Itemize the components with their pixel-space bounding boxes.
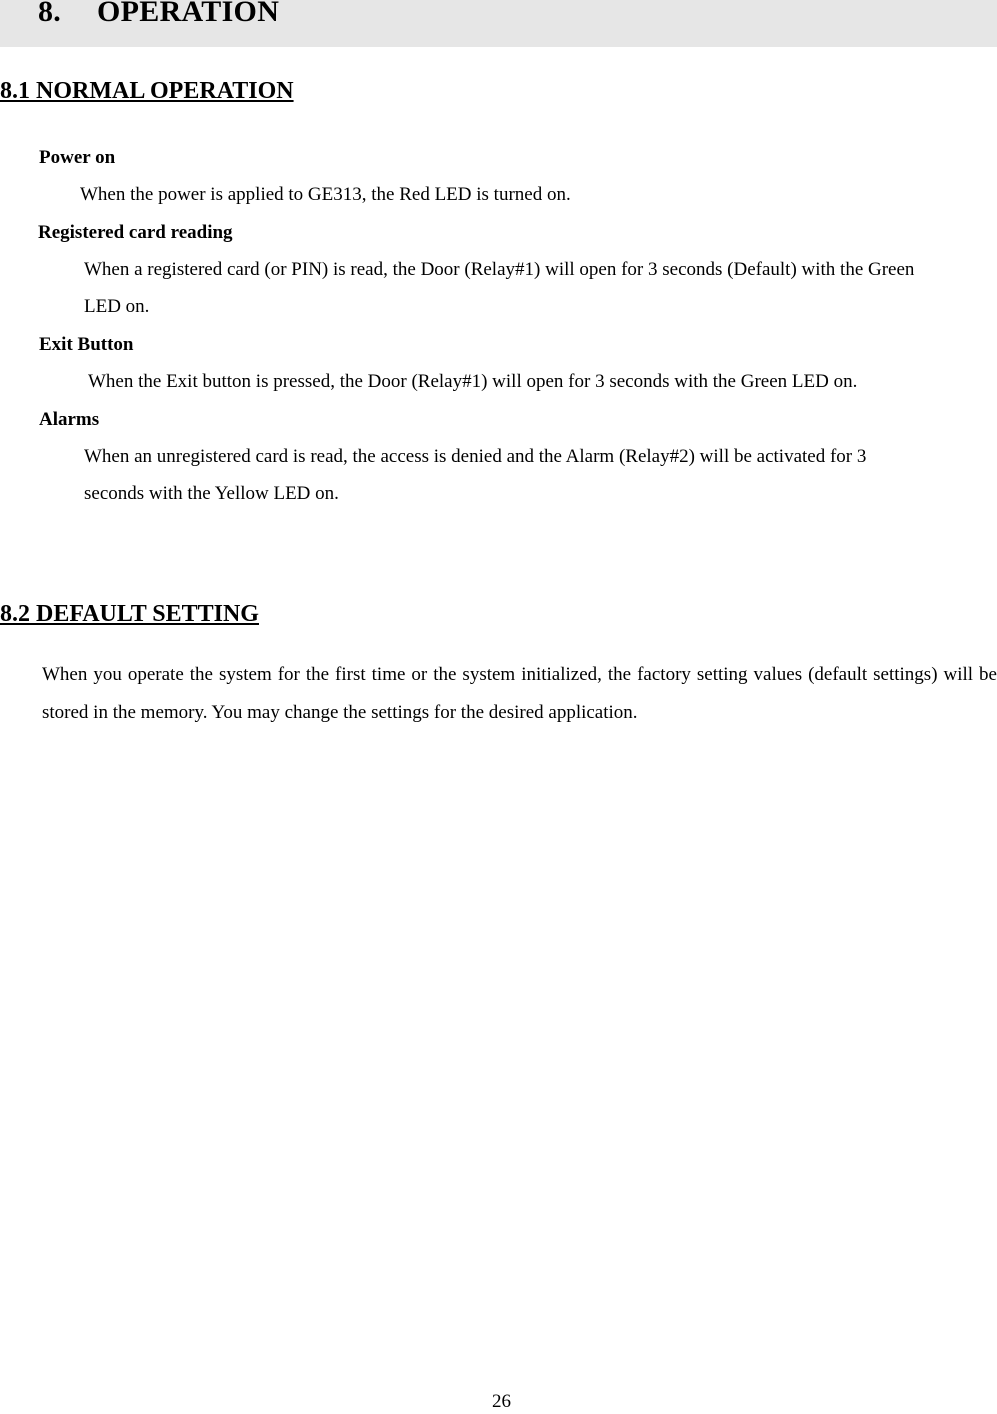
- item-heading-alarms: Alarms: [39, 409, 100, 430]
- item-text-alarms-line2: seconds with the Yellow LED on.: [84, 483, 339, 504]
- item-heading-power-on: Power on: [39, 147, 116, 168]
- chapter-title: [38, 0, 279, 30]
- chapter-name: OPERATION: [97, 0, 280, 28]
- default-setting-paragraph: When you operate the system for the first time or the system initialized, the factory setting values (default settings) will be stored in the memory. You may change the settings for the desired application.: [42, 664, 997, 723]
- item-text-registered-card-line2: LED on.: [84, 296, 150, 317]
- chapter-number: 8.: [38, 0, 62, 28]
- item-heading-exit-button: Exit Button: [39, 334, 134, 355]
- section-heading-normal-operation: 8.1 NORMAL OPERATION: [0, 78, 294, 104]
- item-text-power-on: When the power is applied to GE313, the Red LED is turned on.: [80, 184, 571, 205]
- page-number: 26: [492, 1391, 511, 1412]
- item-text-exit-button: When the Exit button is pressed, the Door (Relay#1) will open for 3 seconds with the Green LED on.: [88, 371, 858, 392]
- item-text-registered-card-line1: When a registered card (or PIN) is read, the Door (Relay#1) will open for 3 seconds (Default) with the Green: [84, 259, 915, 280]
- section-heading-default-setting: 8.2 DEFAULT SETTING: [0, 601, 259, 627]
- item-text-alarms-line1: When an unregistered card is read, the access is denied and the Alarm (Relay#2) will be activated for 3: [84, 446, 867, 467]
- chapter-header-bar: [0, 0, 997, 47]
- item-heading-registered-card: Registered card reading: [38, 222, 233, 243]
